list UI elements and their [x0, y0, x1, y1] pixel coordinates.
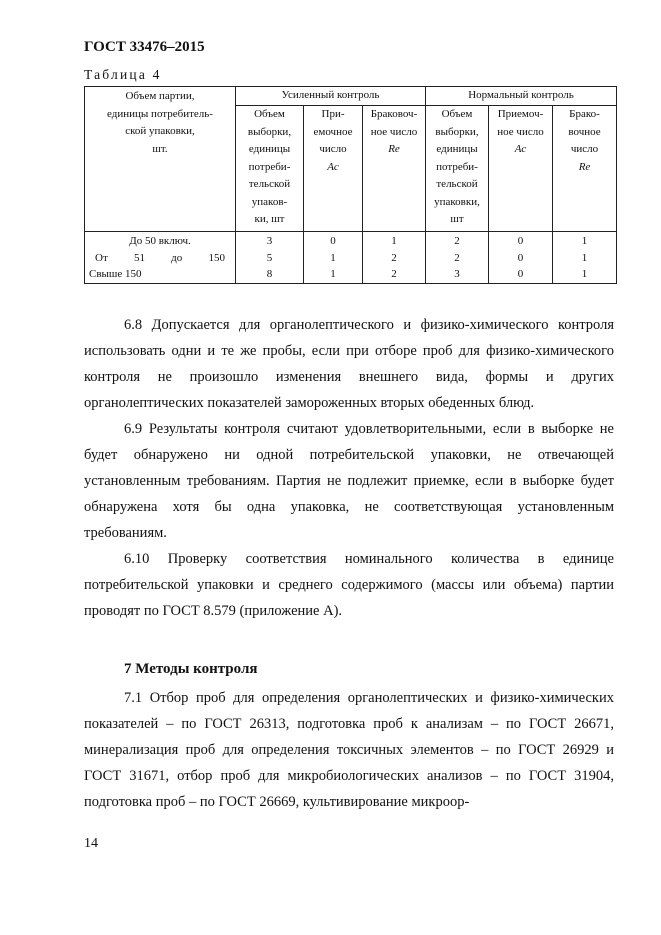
table-cell: 5 [236, 250, 304, 267]
table-cell: 0 [489, 232, 553, 250]
table-cell: 2 [363, 250, 426, 267]
table-cell: 1 [304, 250, 363, 267]
sampling-table [84, 86, 617, 284]
header-party-size: Объем партии, единицы потребитель- ской упаковки, шт. [85, 87, 236, 232]
header-enhanced-sample-size: Объем выборки, единицы потреби- тельской упаков- ки, шт [236, 106, 304, 232]
paragraph-6-8: 6.8 Допускается для органолептического и физико-химического контроля использовать одни и те же пробы, если при отборе проб для физико-химического контроля не произошло изменения внешнего вида, формы и других органолептических показателей замороженных вторых обеденных блюд. [84, 317, 614, 411]
table-cell: 8 [236, 266, 304, 283]
table-cell: 1 [363, 232, 426, 250]
header-normal-sample-size: Объем выборки, единицы потреби- тельской упаковки, шт [426, 106, 489, 232]
paragraph-6-10: 6.10 Проверку соответствия номинального количества в единице потребительской упаковки и среднего содержимого (массы или объема) партии проводят по ГОСТ 8.579 (приложение А). [84, 551, 614, 619]
table-cell: 0 [304, 232, 363, 250]
row-label: До 50 включ. [85, 232, 236, 250]
table-cell: 1 [304, 266, 363, 283]
header-normal-rejection: Брако- вочное число Re [553, 106, 617, 232]
paragraph-6-9: 6.9 Результаты контроля считают удовлетворительными, если в выборке не будет обнаружено ни одной потребительской упаковки, не отвечающей установленным требованиям. Партия не подлежит приемке, если в выборке будет обнаружена хотя бы одна упаковка, не соответствующая установленным требованиям. [84, 421, 614, 541]
header-enhanced-control: Усиленный контроль [236, 87, 426, 106]
table-cell: 2 [426, 232, 489, 250]
table-cell: 3 [426, 266, 489, 283]
page-number: 14 [84, 836, 98, 851]
header-enhanced-acceptance: При- емочное число Ac [304, 106, 363, 232]
table-row [85, 250, 617, 267]
row-label: Свыше 150 [85, 266, 236, 283]
table-cell: 0 [489, 250, 553, 267]
header-enhanced-rejection: Браковоч- ное число Re [363, 106, 426, 232]
table-row [85, 266, 617, 283]
table-cell: 1 [553, 232, 617, 250]
paragraph-7-1: 7.1 Отбор проб для определения органолептических и физико-химических показателей – по ГОСТ 26313, подготовка проб к анализам – по ГОСТ 26671, минерализация проб для определения токсичных элементов – по ГОСТ 26929 и ГОСТ 31671, отбор проб для микробиологических анализов – по ГОСТ 31904, подготовка проб – по ГОСТ 26669, культивирование микроор- [84, 690, 614, 810]
table-cell: 1 [553, 250, 617, 267]
body-text-section7 [84, 685, 614, 815]
table-cell: 0 [489, 266, 553, 283]
document-header: ГОСТ 33476–2015 [84, 39, 205, 55]
header-normal-control: Нормальный контроль [426, 87, 617, 106]
body-text-section6 [84, 312, 614, 624]
table-cell: 2 [426, 250, 489, 267]
table-cell: 1 [553, 266, 617, 283]
table-cell: 3 [236, 232, 304, 250]
table-caption: Таблица 4 [84, 67, 162, 82]
table-row [85, 232, 617, 250]
section-7-title: 7 Методы контроля [124, 661, 258, 677]
row-label: От 51 до 150 [85, 250, 236, 267]
header-normal-acceptance: Приемоч- ное число Ac [489, 106, 553, 232]
table-cell: 2 [363, 266, 426, 283]
